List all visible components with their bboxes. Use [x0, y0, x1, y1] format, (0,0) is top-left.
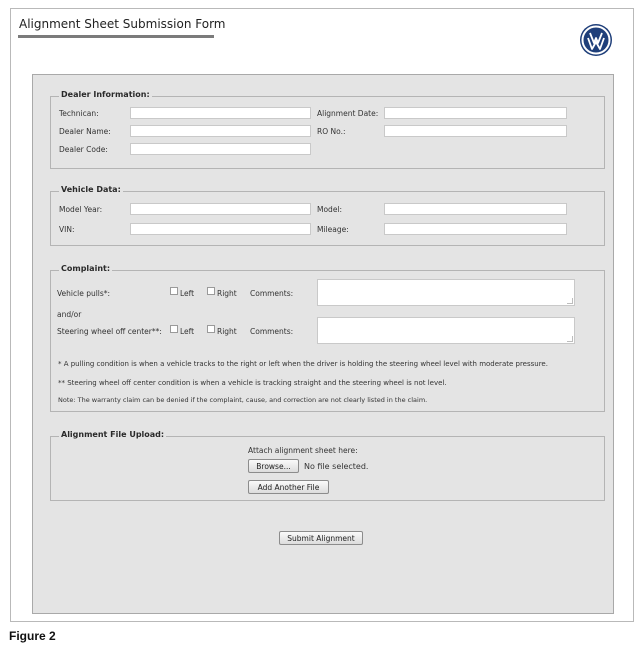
complaint-legend: Complaint: — [61, 264, 111, 273]
file-status-text: No file selected. — [304, 462, 369, 471]
model-year-input[interactable] — [130, 203, 311, 215]
form-panel — [32, 74, 614, 614]
vehicle-data-group — [50, 185, 605, 246]
file-upload-group — [50, 430, 605, 501]
ro-number-input[interactable] — [384, 125, 567, 137]
resize-grip-icon[interactable] — [567, 336, 573, 342]
add-another-file-button[interactable]: Add Another File — [248, 480, 329, 494]
dealer-code-input[interactable] — [130, 143, 311, 155]
pulls-comments-textarea[interactable] — [317, 279, 575, 306]
form-window — [10, 8, 634, 622]
off-center-note: ** Steering wheel off center condition is when a vehicle is tracking straight and the steering wheel is not level. — [58, 379, 447, 387]
page-title: Alignment Sheet Submission Form — [19, 17, 226, 31]
vin-label: VIN: — [59, 225, 75, 234]
steering-off-center-label: Steering wheel off center**: — [57, 327, 162, 336]
vehicle-pulls-label: Vehicle pulls*: — [57, 289, 111, 298]
pulls-left-label: Left — [180, 289, 195, 298]
ro-number-label: RO No.: — [317, 127, 346, 136]
mileage-label: Mileage: — [317, 225, 349, 234]
submit-alignment-button[interactable]: Submit Alignment — [279, 531, 363, 545]
dealer-info-group — [50, 90, 605, 169]
alignment-date-label: Alignment Date: — [317, 109, 379, 118]
alignment-date-input[interactable] — [384, 107, 567, 119]
mileage-input[interactable] — [384, 223, 567, 235]
attach-sheet-label: Attach alignment sheet here: — [248, 446, 358, 455]
steering-left-checkbox[interactable] — [170, 325, 178, 333]
steering-comments-label: Comments: — [250, 327, 294, 336]
model-input[interactable] — [384, 203, 567, 215]
pulls-comments-label: Comments: — [250, 289, 294, 298]
vehicle-data-legend: Vehicle Data: — [61, 185, 121, 194]
title-underline — [18, 35, 214, 38]
model-year-label: Model Year: — [59, 205, 103, 214]
warranty-note: Note: The warranty claim can be denied if the complaint, cause, and correction are not clearly listed in the claim. — [58, 396, 428, 404]
steering-right-checkbox[interactable] — [207, 325, 215, 333]
dealer-name-label: Dealer Name: — [59, 127, 111, 136]
dealer-code-label: Dealer Code: — [59, 145, 108, 154]
pulls-right-checkbox[interactable] — [207, 287, 215, 295]
vw-logo-icon — [579, 23, 613, 57]
pulls-right-label: Right — [217, 289, 237, 298]
steering-right-label: Right — [217, 327, 237, 336]
pulling-condition-note: * A pulling condition is when a vehicle tracks to the right or left when the driver is holding the steering wheel level with moderate pressure. — [58, 360, 548, 368]
pulls-left-checkbox[interactable] — [170, 287, 178, 295]
figure-caption: Figure 2 — [9, 629, 56, 643]
resize-grip-icon[interactable] — [567, 298, 573, 304]
browse-button[interactable]: Browse... — [248, 459, 299, 473]
technician-label: Technican: — [59, 109, 99, 118]
vin-input[interactable] — [130, 223, 311, 235]
steering-comments-textarea[interactable] — [317, 317, 575, 344]
andor-label: and/or — [57, 310, 82, 319]
dealer-info-legend: Dealer Information: — [61, 90, 150, 99]
complaint-group — [50, 264, 605, 412]
technician-input[interactable] — [130, 107, 311, 119]
dealer-name-input[interactable] — [130, 125, 311, 137]
steering-left-label: Left — [180, 327, 195, 336]
model-label: Model: — [317, 205, 343, 214]
file-upload-legend: Alignment File Upload: — [61, 430, 165, 439]
